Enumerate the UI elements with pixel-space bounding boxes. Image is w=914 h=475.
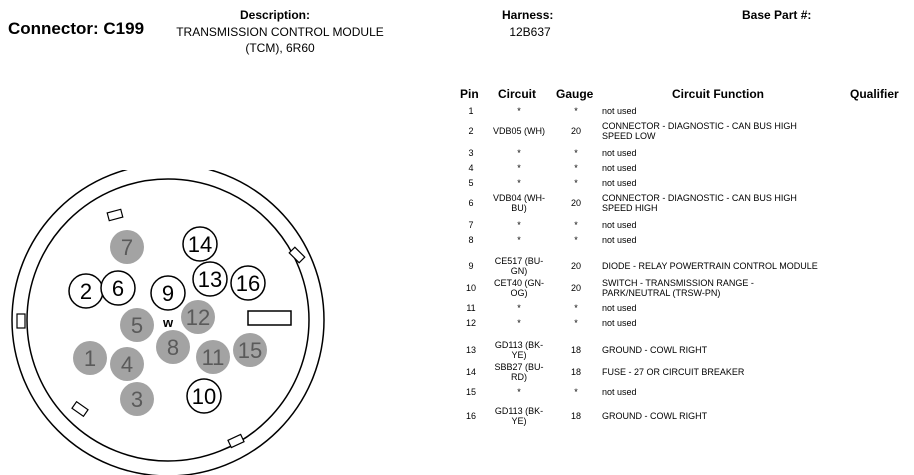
pin-number [456, 178, 486, 188]
circuit-function-line: CONNECTOR - DIAGNOSTIC - CAN BUS HIGH [602, 193, 797, 203]
pin-number [456, 198, 486, 208]
pin-number-line: 1 [468, 106, 474, 116]
cavity-10 [187, 379, 221, 413]
cavity-number: 14 [187, 232, 213, 257]
wire-gauge [561, 261, 591, 271]
circuit-function-line: SWITCH - TRANSMISSION RANGE - [602, 278, 754, 288]
cavity-number: 11 [201, 345, 225, 370]
circuit-id [484, 235, 554, 245]
circuit-function [602, 367, 852, 377]
circuit-id [484, 278, 554, 298]
circuit-function-line: SPEED HIGH [602, 203, 658, 213]
circuit-function-line: PARK/NEUTRAL (TRSW-PN) [602, 288, 721, 298]
cavity-number: 7 [120, 235, 134, 260]
shell-notch [17, 314, 25, 328]
circuit-id [484, 318, 554, 328]
circuit-function-line: not used [602, 235, 637, 245]
circuit-function-line: not used [602, 148, 637, 158]
wire-gauge-line: 18 [570, 345, 581, 355]
pin-number [456, 163, 486, 173]
pin-number [456, 387, 486, 397]
wire-gauge [561, 106, 591, 116]
header-circuit: Circuit [498, 87, 537, 101]
pin-number-line: 4 [468, 163, 474, 173]
cavity-8 [156, 330, 190, 364]
wire-gauge-line: 20 [570, 283, 581, 293]
circuit-function-line: GROUND - COWL RIGHT [602, 345, 708, 355]
circuit-id [484, 106, 554, 116]
circuit-id-line: YE) [511, 350, 527, 360]
wire-gauge-line: 18 [570, 367, 581, 377]
circuit-function-line: not used [602, 106, 637, 116]
key-mark: w [162, 315, 174, 330]
description-line: (TCM), 6R60 [245, 41, 315, 55]
pin-number-line: 12 [465, 318, 476, 328]
wire-gauge-line: * [574, 235, 578, 245]
harness-label: Harness: [502, 8, 554, 22]
circuit-function-line: not used [602, 318, 637, 328]
wire-gauge-line: 20 [570, 198, 581, 208]
cavity-13 [193, 262, 227, 296]
pin-number [456, 220, 486, 230]
cavity-5 [120, 308, 154, 342]
wire-gauge-line: * [574, 178, 578, 188]
cavity-7 [110, 230, 144, 264]
harness-value: 12B637 [509, 25, 551, 39]
circuit-id [484, 220, 554, 230]
cavity-11 [196, 340, 230, 374]
wire-gauge [561, 126, 591, 136]
circuit-id-line: * [517, 387, 521, 397]
pin-number-line: 7 [468, 220, 474, 230]
pin-number [456, 126, 486, 136]
connector-title: Connector: C199 [8, 19, 145, 38]
pin-number-line: 5 [468, 178, 474, 188]
circuit-function [602, 387, 852, 397]
header-gauge: Gauge [556, 87, 594, 101]
pin-number-line: 16 [465, 411, 476, 421]
circuit-id [484, 256, 554, 276]
circuit-function [602, 106, 852, 116]
circuit-function-line: not used [602, 163, 637, 173]
pin-number-line: 13 [465, 345, 476, 355]
circuit-id-line: * [517, 163, 521, 173]
cavity-number: 8 [166, 335, 180, 360]
circuit-function [602, 148, 852, 158]
circuit-function-line: not used [602, 178, 637, 188]
cavity-1 [73, 341, 107, 375]
circuit-id-line: GD113 (BK- [494, 340, 544, 350]
cavity-2 [69, 274, 103, 308]
circuit-function [602, 193, 852, 213]
circuit-function [602, 121, 852, 141]
description-value [160, 24, 400, 56]
pin-number [456, 235, 486, 245]
circuit-id-line: CET40 (GN- [493, 278, 544, 288]
circuit-function [602, 278, 852, 298]
pin-number [456, 303, 486, 313]
circuit-function [602, 303, 852, 313]
wire-gauge [561, 303, 591, 313]
wire-gauge-line: * [574, 387, 578, 397]
circuit-id-line: * [517, 148, 521, 158]
pin-number [456, 106, 486, 116]
wire-gauge-line: * [574, 163, 578, 173]
circuit-id [484, 340, 554, 360]
cavity-number: 6 [111, 276, 125, 301]
wire-gauge-line: 20 [570, 126, 581, 136]
shell-notch [72, 402, 88, 417]
pin-number [456, 148, 486, 158]
wire-gauge [561, 411, 591, 421]
shell-notch [228, 434, 244, 447]
circuit-id-line: RD) [511, 372, 527, 382]
pin-number-line: 6 [468, 198, 474, 208]
shell-notch [289, 247, 305, 263]
header-qualifier: Qualifier [850, 87, 899, 101]
circuit-id [484, 406, 554, 426]
pin-number-line: 10 [465, 283, 476, 293]
circuit-function-line: GROUND - COWL RIGHT [602, 411, 708, 421]
circuit-id-line: GN) [510, 266, 528, 276]
wire-gauge [561, 283, 591, 293]
circuit-id [484, 148, 554, 158]
wire-gauge [561, 235, 591, 245]
cavity-number: 12 [185, 305, 211, 330]
connector-face-diagram [0, 170, 330, 475]
pin-number [456, 283, 486, 293]
header-pin: Pin [460, 87, 479, 101]
header-function: Circuit Function [672, 87, 764, 101]
cavity-14 [183, 227, 217, 261]
wire-gauge-line: * [574, 106, 578, 116]
circuit-id-line: OG) [510, 288, 528, 298]
cavity-15 [233, 333, 267, 367]
circuit-function [602, 163, 852, 173]
circuit-id [484, 126, 554, 136]
wire-gauge [561, 345, 591, 355]
circuit-function [602, 318, 852, 328]
pin-number-line: 11 [466, 303, 476, 313]
circuit-id [484, 303, 554, 313]
wire-gauge-line: * [574, 318, 578, 328]
cavity-number: 2 [79, 279, 93, 304]
circuit-function-line: SPEED LOW [602, 131, 656, 141]
cavity-number: 4 [120, 352, 134, 377]
cavity-number: 1 [83, 346, 97, 371]
circuit-function [602, 220, 852, 230]
circuit-id [484, 178, 554, 188]
description-line: TRANSMISSION CONTROL MODULE [176, 25, 384, 39]
cavity-16 [231, 266, 265, 300]
cavity-number: 13 [197, 267, 223, 292]
wire-gauge-line: * [574, 220, 578, 230]
wire-gauge [561, 178, 591, 188]
circuit-id-line: * [517, 303, 521, 313]
circuit-id [484, 362, 554, 382]
circuit-function-line: DIODE - RELAY POWERTRAIN CONTROL MODULE [602, 261, 818, 271]
pin-number-line: 15 [465, 387, 476, 397]
pin-number-line: 9 [468, 261, 474, 271]
wire-gauge [561, 387, 591, 397]
circuit-id [484, 193, 554, 213]
wire-gauge [561, 163, 591, 173]
circuit-function [602, 261, 852, 271]
circuit-function-line: CONNECTOR - DIAGNOSTIC - CAN BUS HIGH [602, 121, 797, 131]
circuit-function-line: FUSE - 27 OR CIRCUIT BREAKER [602, 367, 745, 377]
cavity-number: 10 [191, 384, 217, 409]
wire-gauge [561, 367, 591, 377]
wire-gauge-line: * [574, 303, 578, 313]
circuit-id-line: VDB05 (WH) [492, 126, 545, 136]
circuit-id [484, 163, 554, 173]
circuit-function-line: not used [602, 220, 637, 230]
circuit-id-line: GD113 (BK- [494, 406, 544, 416]
wire-gauge-line: 20 [570, 261, 581, 271]
wire-gauge [561, 148, 591, 158]
circuit-id-line: SBB27 (BU- [494, 362, 544, 372]
pin-number-line: 3 [468, 148, 474, 158]
pin-number [456, 261, 486, 271]
pin-number [456, 345, 486, 355]
pin-number-line: 2 [468, 126, 474, 136]
circuit-function [602, 345, 852, 355]
cavity-number: 16 [235, 271, 261, 296]
circuit-id-line: * [517, 178, 521, 188]
wire-gauge [561, 198, 591, 208]
shell-notch [107, 209, 123, 220]
cavity-number: 9 [161, 281, 175, 306]
pin-number-line: 8 [468, 235, 474, 245]
cavity-9 [151, 276, 185, 310]
cavity-6 [101, 271, 135, 305]
base-part-label: Base Part #: [742, 8, 812, 22]
circuit-id-line: * [517, 220, 521, 230]
wire-gauge-line: 18 [570, 411, 581, 421]
circuit-id [484, 387, 554, 397]
circuit-id-line: CE517 (BU- [494, 256, 544, 266]
cavity-3 [120, 382, 154, 416]
cavity-12 [181, 300, 215, 334]
circuit-function [602, 178, 852, 188]
wire-gauge [561, 318, 591, 328]
cavity-number: 15 [237, 338, 263, 363]
circuit-function-line: not used [602, 387, 637, 397]
circuit-function [602, 235, 852, 245]
cavity-4 [110, 347, 144, 381]
locking-tab [248, 311, 291, 325]
cavity-number: 5 [130, 313, 144, 338]
circuit-function [602, 411, 852, 421]
circuit-id-line: * [517, 106, 521, 116]
circuit-id-line: * [517, 318, 521, 328]
description-label: Description: [240, 8, 311, 22]
circuit-id-line: VDB04 (WH- [492, 193, 545, 203]
circuit-function-line: not used [602, 303, 637, 313]
pin-number-line: 14 [465, 367, 476, 377]
circuit-id-line: * [517, 235, 521, 245]
cavity-number: 3 [130, 387, 144, 412]
pin-number [456, 318, 486, 328]
circuit-id-line: YE) [511, 416, 527, 426]
circuit-id-line: BU) [511, 203, 527, 213]
wire-gauge [561, 220, 591, 230]
pin-number [456, 367, 486, 377]
pin-number [456, 411, 486, 421]
wire-gauge-line: * [574, 148, 578, 158]
